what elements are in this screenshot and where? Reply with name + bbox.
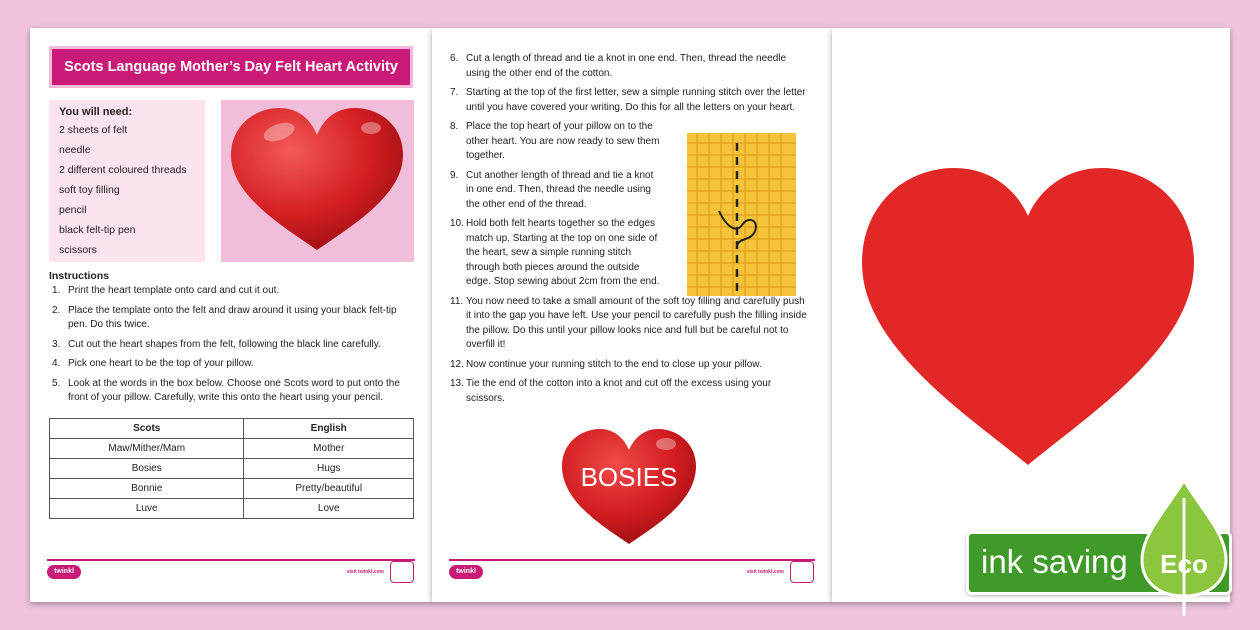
activity-page-2 — [432, 28, 832, 602]
twinkl-logo: twinkl — [47, 565, 81, 579]
instructions-heading: Instructions — [49, 270, 110, 282]
step-number: 10. — [450, 218, 464, 229]
step-number: 8. — [450, 121, 459, 132]
instruction-step — [450, 217, 661, 290]
step-text: Cut out the heart shapes from the felt, following the black line carefully. — [68, 338, 381, 350]
step-text: Pick one heart to be the top of your pillow. — [68, 358, 254, 369]
bosies-heart-icon — [558, 426, 700, 546]
instruction-step — [52, 338, 414, 353]
table-header: Scots — [50, 419, 244, 439]
needs-item: scissors — [59, 244, 97, 256]
table-cell: Hugs — [244, 459, 414, 479]
step-number: 5. — [52, 377, 61, 389]
instructions-list — [52, 284, 414, 411]
step-number: 1. — [52, 285, 61, 296]
instruction-step — [52, 377, 414, 406]
instruction-step — [450, 377, 812, 406]
step-number: 2. — [52, 304, 61, 316]
quality-badge-icon — [390, 561, 414, 583]
table-header: English — [244, 419, 414, 439]
heart-image-box — [221, 100, 414, 262]
footer-divider — [47, 559, 415, 561]
heart-word: BOSIES — [580, 462, 678, 492]
step-number: 11. — [450, 295, 464, 307]
instruction-step — [450, 169, 661, 213]
instruction-step — [52, 304, 414, 333]
step-number: 12. — [450, 358, 464, 370]
step-text: Now continue your running stitch to the end to close up your pillow. — [466, 358, 762, 370]
needs-heading: You will need: — [59, 106, 133, 118]
table-header-row — [50, 419, 414, 439]
table-cell: Mother — [244, 439, 414, 459]
step-number: 7. — [450, 87, 459, 98]
instruction-step — [52, 357, 414, 372]
step-text: Cut a length of thread and tie a knot in one end. Then, thread the needle using the other end of the cotton. — [466, 53, 787, 79]
eco-leaf-icon — [1140, 478, 1228, 618]
table-cell: Pretty/beautiful — [244, 479, 414, 499]
stitch-icon — [687, 133, 796, 296]
table-row — [50, 439, 414, 459]
step-text: Cut another length of thread and tie a knot in one end. Then, thread the needle using the other end of the thread. — [466, 169, 654, 210]
step-number: 3. — [52, 338, 61, 350]
instruction-step — [450, 52, 812, 81]
ink-saving-text: ink saving — [981, 543, 1128, 580]
table-cell: Bosies — [50, 459, 244, 479]
footer-divider — [449, 559, 815, 561]
visit-link-text: visit twinkl.com — [746, 569, 784, 575]
needs-item: black felt-tip pen — [59, 224, 136, 236]
step-text: Hold both felt hearts together so the edges match up. Starting at the top on one side of the heart, sew a simple running stitch through both pieces around the outside edge. Stop sewing about 2cm from the end. — [466, 218, 660, 287]
eco-badge-text: Eco — [1160, 549, 1208, 579]
instruction-step — [450, 358, 812, 373]
step-text: Place the template onto the felt and draw around it using your black felt-tip pen. Do this twice. — [68, 304, 397, 330]
you-will-need-box — [49, 100, 205, 262]
twinkl-logo: twinkl — [449, 565, 483, 579]
running-stitch-illustration — [687, 133, 796, 296]
disclaimer-fine-print — [49, 535, 414, 557]
activity-page-1 — [30, 28, 432, 602]
instruction-step — [450, 295, 812, 353]
instruction-step — [450, 120, 661, 164]
scots-english-table — [49, 418, 414, 519]
needs-item: soft toy filling — [59, 184, 120, 196]
needs-item: 2 sheets of felt — [59, 124, 128, 136]
needs-item: pencil — [59, 204, 87, 216]
step-text: Print the heart template onto card and cut it out. — [68, 285, 280, 296]
step-text: Tie the end of the cotton into a knot and cut off the excess using your scissors. — [466, 378, 772, 404]
instruction-step — [52, 284, 414, 299]
instruction-step — [450, 86, 812, 115]
table-cell: Bonnie — [50, 479, 244, 499]
table-row — [50, 459, 414, 479]
quality-badge-icon — [790, 561, 814, 583]
visit-link-text: visit twinkl.com — [346, 569, 384, 575]
page-title: Scots Language Mother’s Day Felt Heart Activity — [49, 46, 413, 88]
step-number: 13. — [450, 378, 464, 389]
table-cell: Luve — [50, 499, 244, 519]
step-text: Look at the words in the box below. Choose one Scots word to put onto the front of your pillow. Carefully, write this onto the heart using your pencil. — [68, 377, 400, 403]
step-text: You now need to take a small amount of the soft toy filling and carefully push it into the gap you have left. Use your pencil to carefully push the filling inside the pillow. Do this until your pillow looks nice and full but be careful not to overfill it! — [466, 295, 807, 350]
needs-item: 2 different coloured threads — [59, 164, 187, 176]
table-row — [50, 479, 414, 499]
heart-icon — [221, 100, 414, 262]
step-text: Place the top heart of your pillow on to the other heart. You are now ready to sew them together. — [466, 121, 660, 161]
table-cell: Maw/Mither/Mam — [50, 439, 244, 459]
step-number: 4. — [52, 358, 61, 369]
table-cell: Love — [244, 499, 414, 519]
step-text: Starting at the top of the first letter, sew a simple running stitch over the letter until you have covered your writing. Do this for all the letters on your heart. — [466, 87, 806, 113]
table-row — [50, 499, 414, 519]
needs-item: needle — [59, 144, 91, 156]
step-number: 9. — [450, 169, 459, 181]
step-number: 6. — [450, 53, 459, 64]
